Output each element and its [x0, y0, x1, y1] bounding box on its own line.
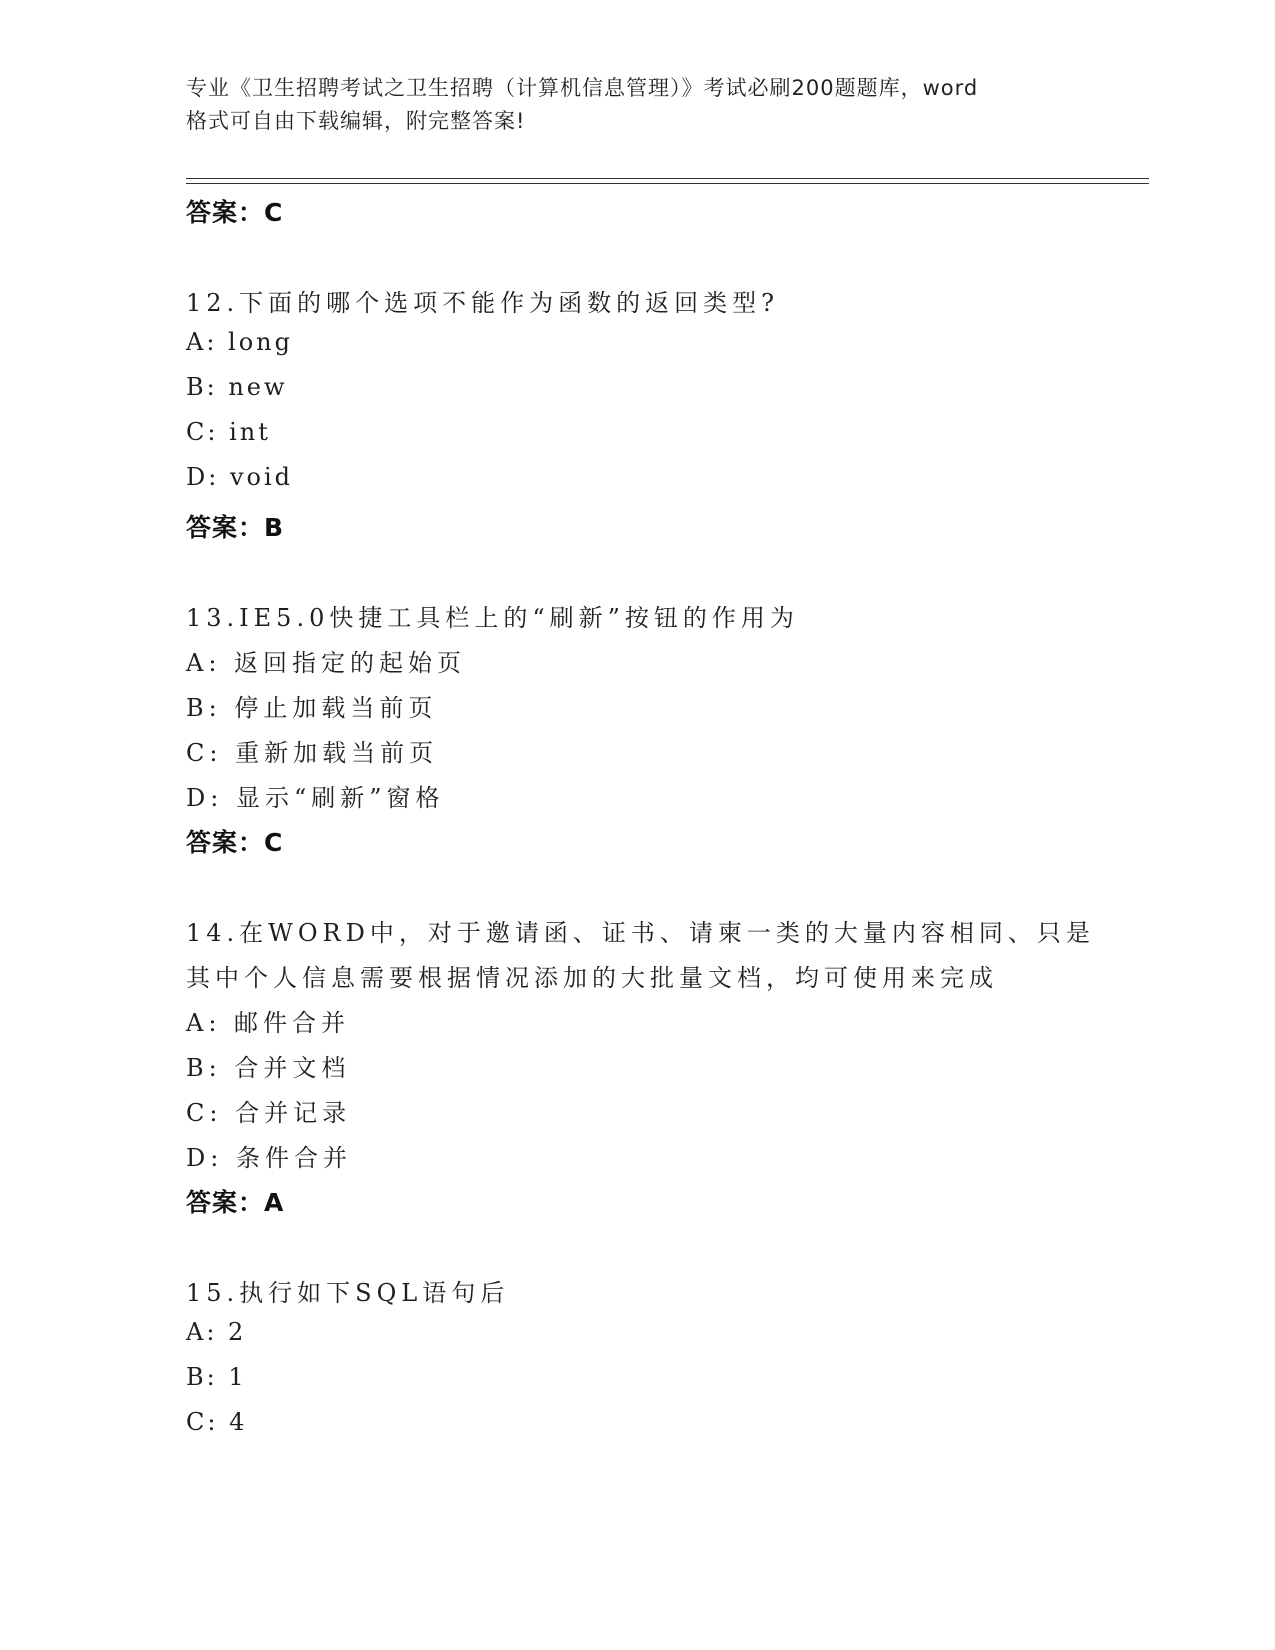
option-13-c: C: 重新加载当前页: [186, 739, 439, 767]
option-14-c: C: 合并记录: [186, 1099, 352, 1127]
header-line-2: 格式可自由下载编辑，附完整答案!: [186, 109, 526, 133]
document-header: [186, 72, 1096, 138]
option-12-a: A: long: [186, 328, 293, 356]
option-14-d: D: 条件合并: [186, 1144, 352, 1172]
header-line-1: 专业《卫生招聘考试之卫生招聘（计算机信息管理）》考试必刷200题题库，word: [186, 76, 979, 100]
option-12-b: B: new: [186, 373, 288, 401]
option-12-c: C: int: [186, 418, 271, 446]
answer-12: 答案：B: [186, 513, 285, 542]
option-12-d: D: void: [186, 463, 294, 491]
option-13-d: D: 显示“刷新”窗格: [186, 784, 445, 812]
question-15: 15.执行如下SQL语句后: [186, 1279, 510, 1307]
option-13-a: A: 返回指定的起始页: [186, 649, 467, 677]
option-14-b: B: 合并文档: [186, 1054, 351, 1082]
header-divider-bottom: [186, 183, 1149, 184]
option-15-b: B: 1: [186, 1363, 247, 1391]
option-15-c: C: 4: [186, 1408, 248, 1436]
answer-13: 答案：C: [186, 828, 284, 857]
question-14-line-1: 14.在WORD中，对于邀请函、证书、请柬一类的大量内容相同、只是: [186, 919, 1095, 947]
answer-14: 答案：A: [186, 1188, 285, 1217]
answer-11: 答案：C: [186, 198, 284, 227]
option-15-a: A: 2: [186, 1318, 247, 1346]
option-14-a: A: 邮件合并: [186, 1009, 351, 1037]
question-12: 12.下面的哪个选项不能作为函数的返回类型?: [186, 289, 780, 317]
question-14-line-2: 其中个人信息需要根据情况添加的大批量文档，均可使用来完成: [186, 964, 998, 992]
question-13: 13.IE5.0快捷工具栏上的“刷新”按钮的作用为: [186, 604, 799, 632]
option-13-b: B: 停止加载当前页: [186, 694, 438, 722]
header-divider-top: [186, 178, 1149, 179]
